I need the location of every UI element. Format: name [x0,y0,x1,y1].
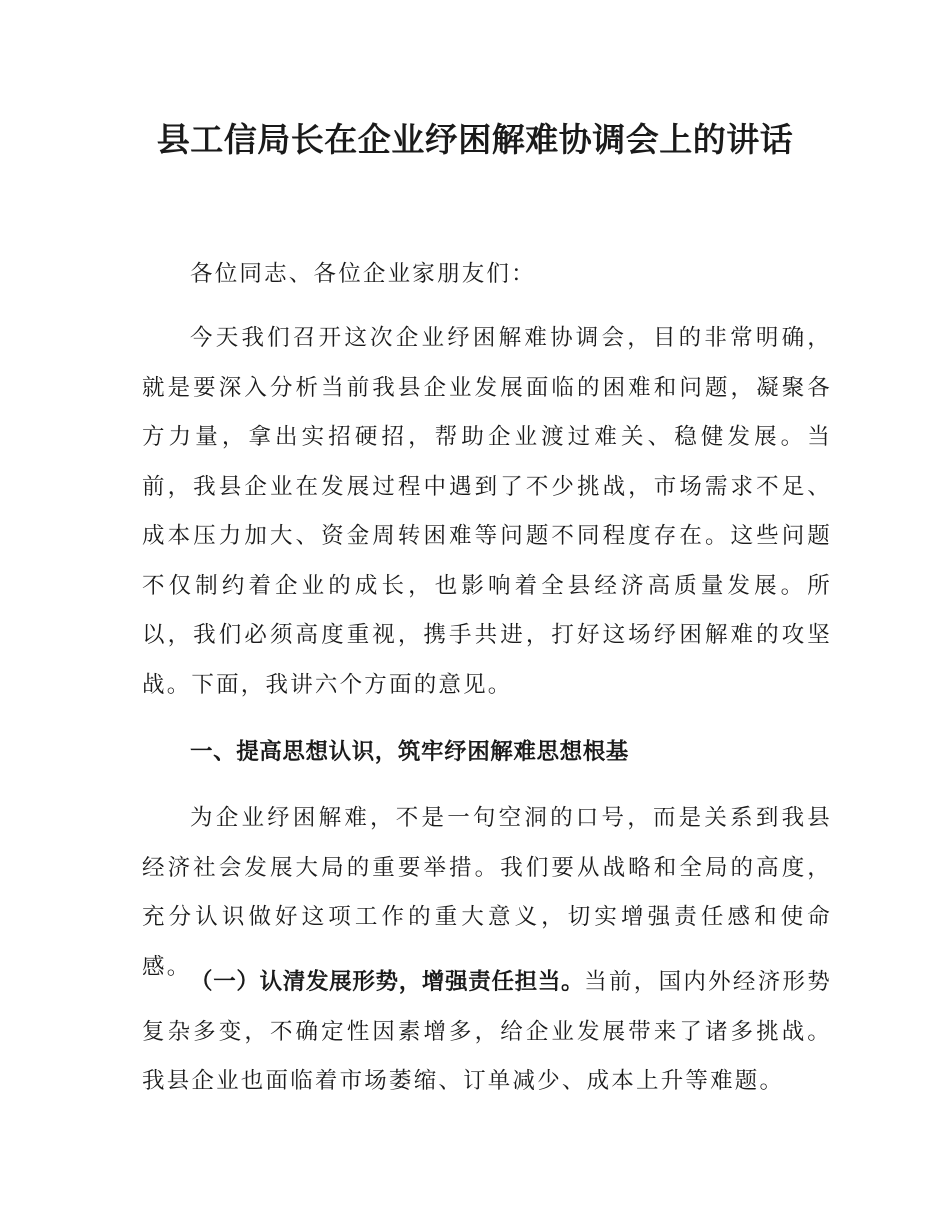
subsection-1-text: 当前，国内外经济形势复杂多变，不确定性因素增多，给企业发展带来了诸多挑战。我县企业也面临着市场萎缩、订单减少、成本上升等难题。 [142,969,832,1094]
greeting-line: 各位同志、各位企业家朋友们： [190,261,536,287]
section-1-paragraph: 为企业纾困解难，不是一句空洞的口号，而是关系到我县经济社会发展大局的重要举措。我们要从战略和全局的高度，充分认识做好这项工作的重大意义，切实增强责任感和使命感。 [142,805,832,980]
document-title: 县工信局长在企业纾困解难协调会上的讲话 [156,120,794,159]
subsection-1-lead: （一）认清发展形势，增强责任担当。 [190,969,585,995]
opening-paragraph: 今天我们召开这次企业纾困解难协调会，目的非常明确，就是要深入分析当前我县企业发展面临的困难和问题，凝聚各方力量，拿出实招硬招，帮助企业渡过难关、稳健发展。当前，我县企业在发展过程中遇到了不少挑战，市场需求不足、成本压力加大、资金周转困难等问题不同程度存在。这些问题不仅制约着企业的成长，也影响着全县经济高质量发展。所以，我们必须高度重视，携手共进，打好这场纾困解难的攻坚战。下面，我讲六个方面的意见。 [142,325,832,698]
subsection-1-paragraph [142,958,832,1107]
section-heading-1: 一、提高思想认识，筑牢纾困解难思想根基 [190,739,629,765]
